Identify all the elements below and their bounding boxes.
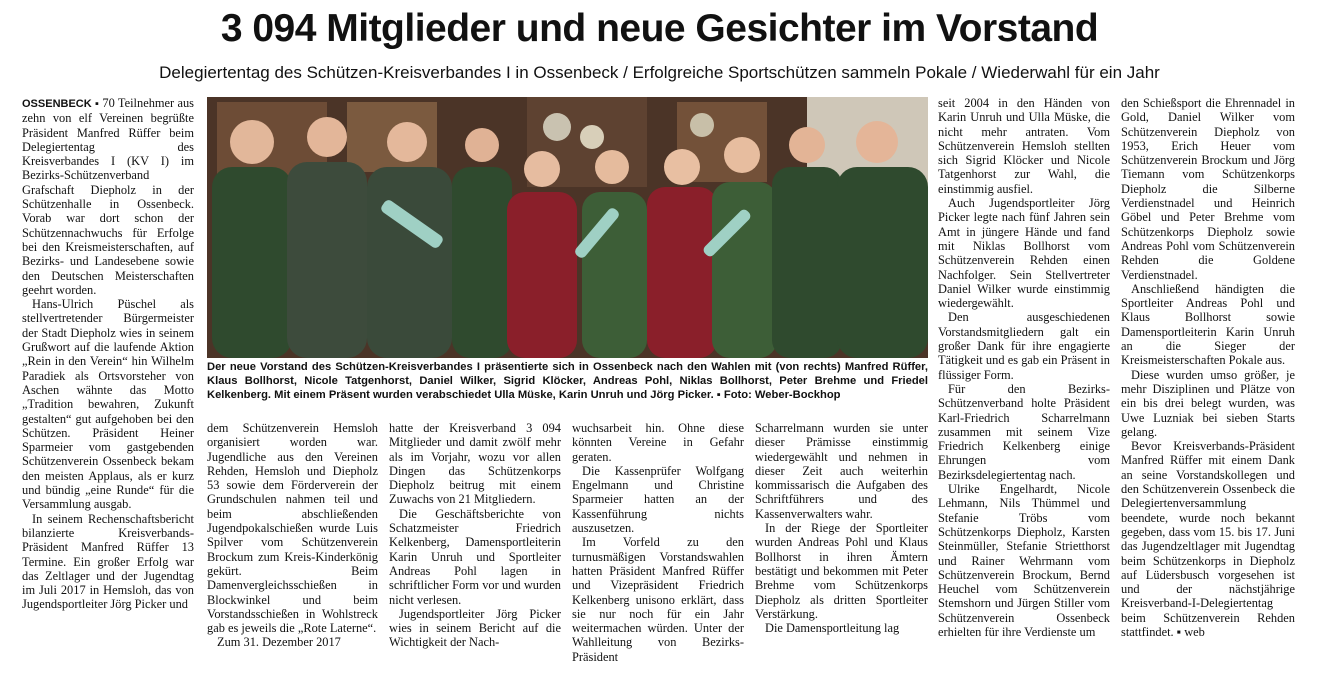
article-column-1 [22,96,194,612]
headline: 3 094 Mitglieder und neue Gesichter im Vorstand [220,7,1099,50]
paragraph: Jugendsportleiter Jörg Picker wies in seinem Bericht auf die Wichtigkeit der Nach- [389,606,561,650]
article-column-7 [1121,96,1295,639]
paragraph: Zum 31. Dezember 2017 [217,635,341,650]
paragraph: Die Damensportleitung lag [765,621,900,636]
paragraph: In der Riege der Sportleiter wurden Andreas Pohl und Klaus Bollhorst in ihren Ämtern bestätigt und bekommen mit Peter Brehme vom Schützenkorps Diepholz als dritten Sportleiter Verstärkung. [755,521,928,621]
paragraph: dem Schützenverein Hemsloh organisiert worden war. Jugendliche aus den Vereinen Rehden, Hemsloh und Diepholz 53 sowie dem Förderverein der Grundschulen nahmen teil und beim abschließenden Jugendpokalschießen wurde Luis Spilver vom Schützenverein Brockum zum Kreis-Kinderkönig gekürt. Beim Damenvergleichsschießen in Blockwinkel und beim Vorstandsschießen in Wohlstreck gab es jeweils die „Rote Laterne“. [207,421,378,636]
paragraph: Die Geschäftsberichte von Schatzmeister Friedrich Kelkenberg, Damensportleiterin Karin Unruh und Sportleiter Andreas Pohl lagen in schriftlicher Form vor und wurden nicht verlesen. [389,506,561,607]
article-column-6 [938,96,1110,639]
paragraph: Ulrike Engelhardt, Nicole Lehmann, Nils Thümmel und Stefanie Tröbs vom Schützenkorps Diepholz, Karsten Steinmüller, Stefanie Strietthorst und Rainer Wehrmann vom Schützenverein Brockum, Bernd Heuchel vom Schützenverein Stemshorn und Jürgen Stiller vom Schützenverein Ossenbeck erhielten für ihre Verdienste um [938,482,1110,639]
article-column-5 [755,421,928,635]
paragraph: seit 2004 in den Händen von Karin Unruh und Ulla Müske, die nicht mehr antraten. Vom Schützenverein Hemsloh stellten sich Sigrid Klöcker und Nicole Tatgenhorst zur Wahl, die einstimmig ausfiel. [938,96,1110,196]
paragraph: Für den Bezirks-Schützenverband holte Präsident Karl-Friedrich Scharrelmann zusammen mit seinem Vize Friedrich Kelkenberg einige Ehrungen vom Bezirksdelegiertentag nach. [938,381,1110,482]
group-photo-illustration [207,97,928,358]
paragraph: Diese wurden umso größer, je mehr Disziplinen und Plätze von ein bis drei belegt wurden, was Uwe Luzniak bei sieben Starts gelang. [1121,367,1295,439]
paragraph: Im Vorfeld zu den turnusmäßigen Vorstandswahlen hatten Präsident Manfred Rüffer und Vizepräsident Friedrich Kelkenberg unisono erklärt, dass sie nur noch für ein Jahr weitermachen würden. Unter der Wahlleitung von Bezirks-Präsident [572,535,744,664]
paragraph: wuchsarbeit hin. Ohne diese könnten Vereine in Gefahr geraten. [572,421,744,464]
group-photo [207,97,928,358]
subheadline: Delegiertentag des Schützen-Kreisverbandes I in Ossenbeck / Erfolgreiche Sportschützen sammeln Pokale / Wiederwahl für ein Jahr [159,63,1160,82]
paragraph: 70 Teilnehmer aus zehn von elf Vereinen begrüßte Präsident Manfred Rüffer beim Delegiertentag des Kreisverbandes I (KV I) im Bezirks-Schützenverband Grafschaft Diepholz in der Schützenhalle in Ossenbeck. Vorab war dort schon der Schützennachwuchs für Erfolge bei den Kreismeisterschaften, auf Bezirks- und Landesebene sowie den Deutschen Meisterschaften geehrt worden. [22,96,194,297]
dateline: OSSENBECK ▪ [22,98,100,110]
paragraph: hatte der Kreisverband 3 094 Mitglieder und damit zwölf mehr als im Vorjahr, wozu vor allen Dingen das Schützenkorps Diepholz beitrug mit einem Zuwachs von 21 Mitgliedern. [389,421,561,507]
paragraph: Scharrelmann wurden sie unter dieser Prämisse einstimmig wiedergewählt und nehmen in dieser Zeit auch weiterhin kommissarisch die Aufgaben des Schriftführers und des Kassenverwalters wahr. [755,421,928,521]
article-column-4 [572,421,744,664]
paragraph: Den ausgeschiedenen Vorstandsmitgliedern galt ein großer Dank für ihre engagierte Tätigkeit und es gab ein Präsent in flüssiger Form. [938,310,1110,382]
paragraph: In seinem Rechenschaftsbericht bilanzierte Kreisverbands-Präsident Manfred Rüffer 13 Termine. Ein großer Erfolg war das Zeltlager und der Jugendtag im Juli 2017 in Hemsloh, das von Jugendsportleiter Jörg Picker und [22,511,194,612]
photo-caption: Der neue Vorstand des Schützen-Kreisverbandes I präsentierte sich in Ossenbeck nach den Wahlen mit (von rechts) Manfred Rüffer, Klaus Bollhorst, Nicole Tatgenhorst, Daniel Wilker, Sigrid Klöcker, Andreas Pohl, Niklas Bollhorst, Peter Brehme und Friedel Kelkenberg. Mit einem Präsent wurden verabschiedet Ulla Müske, Karin Unruh und Jörg Picker. ▪ Foto: Weber-Bockhop [207,361,928,401]
paragraph: Die Kassenprüfer Wolfgang Engelmann und Christine Sparmeier hatten an der Kassenführung nichts auszusetzen. [572,463,744,536]
paragraph: Hans-Ulrich Püschel als stellvertretender Bürgermeister der Stadt Diepholz wies in seinem Grußwort auf die laufende Aktion „Rein in den Verein“ hin Wilhelm Paradiek als Ortsvorsteher von Aschen wähnte das Motto „Tradition bewahren, Zukunft gestalten“ gut aufgehoben bei den Schützen. Präsident Heiner Sparmeier vom gastgebenden Schützenverein Ossenbeck bekam den meisten Applaus, als er kurz und bündig „eine Runde“ für die Versammlung ausgab. [22,297,194,512]
paragraph: Auch Jugendsportleiter Jörg Picker legte nach fünf Jahren sein Amt in jüngere Hände und fand mit Niklas Bollhorst vom Schützenverein Rehden einen Nachfolger. Sein Stellvertreter Daniel Wilker wurde einstimmig wiedergewählt. [938,196,1110,311]
paragraph: den Schießsport die Ehrennadel in Gold, Daniel Wilker vom Schützenverein Diepholz von 1953, Erich Heuer vom Schützenverein Brockum und Jörg Tiemann vom Schützenkorps Diepholz die Silberne Verdienstnadel und Heinrich Göbel und Peter Brehme vom Schützenkorps Diepholz sowie Andreas Pohl vom Schützenverein Rehden die Goldene Verdienstnadel. [1121,96,1295,282]
article-column-3 [389,421,561,650]
paragraph: Bevor Kreisverbands-Präsident Manfred Rüffer mit einem Dank an seine Vorstandskollegen und den Schützenverein Ossenbeck die Delegiertenversammlung beendete, wurde noch bekannt gegeben, dass vom 15. bis 17. Juni das Jugendzeltlager mit Jugendtag beim Schützenkorps in Diepholz auf Lüdersbusch vorgesehen ist und der nächstjährige Kreisverband-I-Delegiertentag beim Schützenverein Rehden stattfindet. ▪ web [1121,439,1295,639]
article-column-2 [207,421,378,650]
paragraph: Anschließend händigten die Sportleiter Andreas Pohl und Klaus Bollhorst sowie Damensportleiterin Karin Unruh an die Sieger der Kreismeisterschaften Pokale aus. [1121,281,1295,368]
